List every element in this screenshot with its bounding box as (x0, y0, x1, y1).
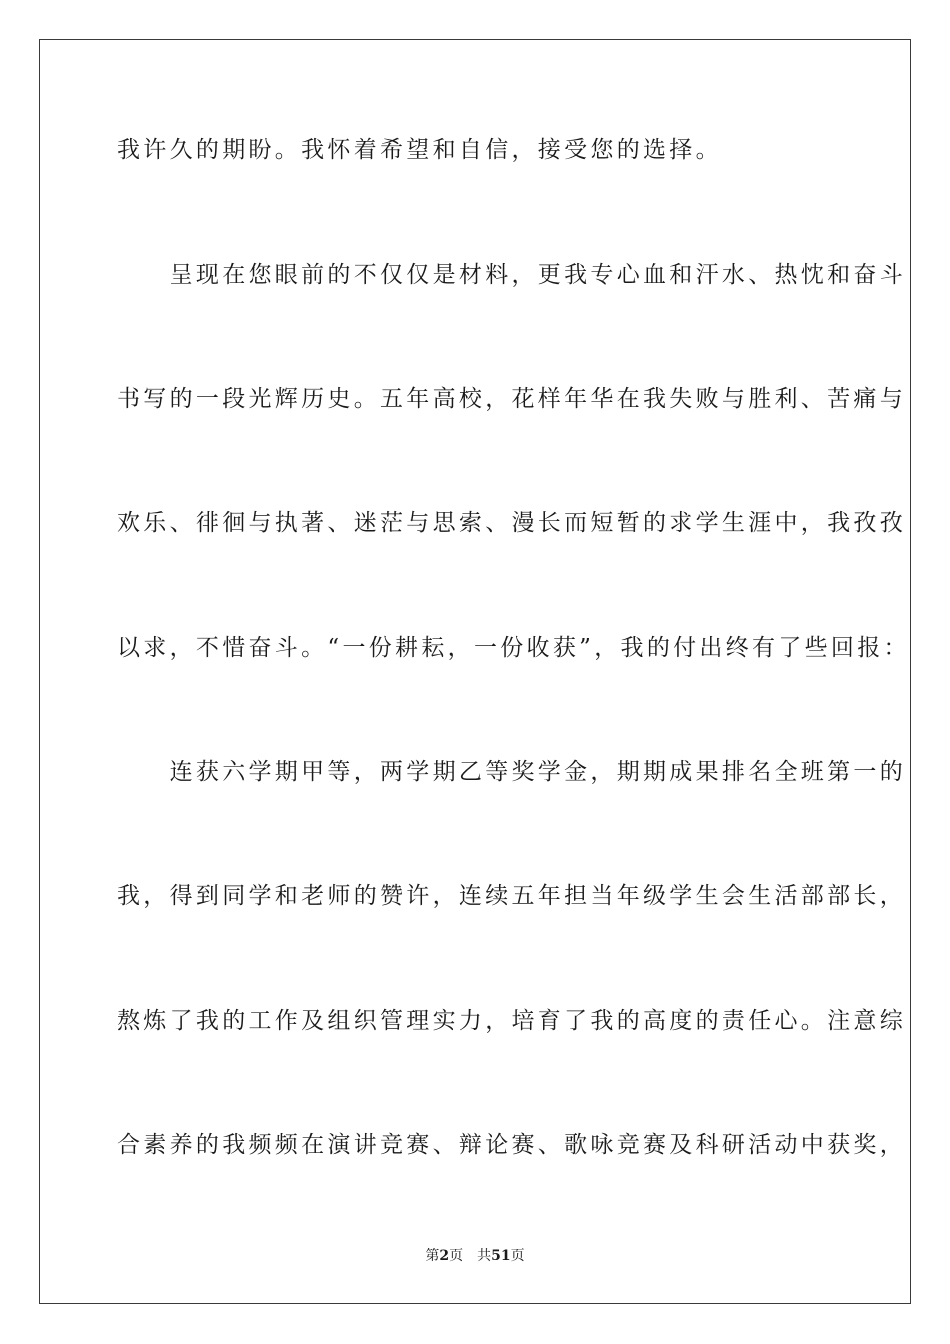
page-border (39, 39, 911, 1304)
paragraph-line: 连获六学期甲等，两学期乙等奖学金，期期成果排名全班第一的 (117, 759, 906, 785)
text-line: 书写的一段光辉历史。五年高校，花样年华在我失败与胜利、苦痛与 (117, 386, 906, 412)
text-line: 熬炼了我的工作及组织管理实力，培育了我的高度的责任心。注意综 (117, 1008, 906, 1034)
text-line: 我许久的期盼。我怀着希望和自信，接受您的选择。 (117, 137, 722, 163)
text-line: 以求，不惜奋斗。“一份耕耘，一份收获”，我的付出终有了些回报： (117, 635, 910, 661)
text-line: 欢乐、徘徊与执著、迷茫与思索、漫长而短暂的求学生涯中，我孜孜 (117, 510, 906, 536)
page-footer (0, 1247, 950, 1265)
page-number: 2 (439, 1248, 450, 1264)
text-line: 合素养的我频频在演讲竞赛、辩论赛、歌咏竞赛及科研活动中获奖， (117, 1132, 906, 1158)
page-suffix: 页 (449, 1248, 464, 1264)
total-suffix: 页 (510, 1248, 525, 1264)
total-prefix: 共 (477, 1248, 492, 1264)
text-line: 我，得到同学和老师的赞许，连续五年担当年级学生会生活部部长， (117, 883, 906, 909)
page-prefix: 第 (425, 1248, 440, 1264)
paragraph-line: 呈现在您眼前的不仅仅是材料，更我专心血和汗水、热忱和奋斗 (117, 262, 906, 288)
total-pages: 51 (491, 1248, 511, 1264)
